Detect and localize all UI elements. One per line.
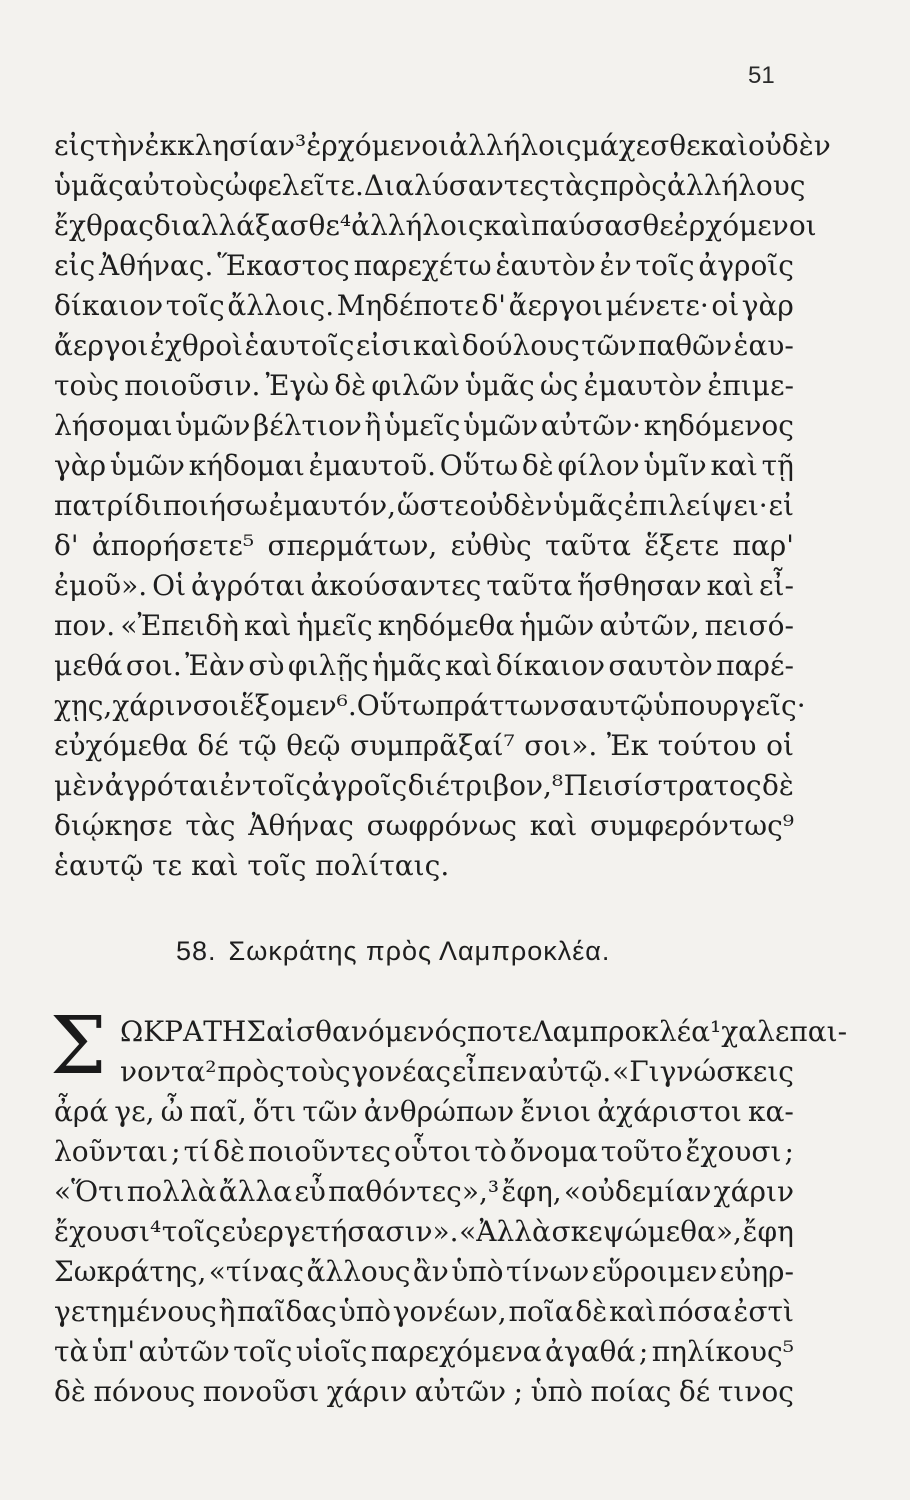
text-line: ἑαυτῷ τε καὶ τοῖς πολίταις. [54,849,450,882]
text-line: εἰς τὴν ἐκκλησίαν³ ἐρχόμενοι ἀλλήλοις μάχεσθε καὶ οὐδὲν [54,129,831,162]
text-line: ἐμοῦ». Οἱ ἀγρόται ἀκούσαντες ταῦτα ἥσθησαν καὶ εἶ- [54,569,794,602]
text-line: νοντα² πρὸς τοὺς γονέας εἶπεν αὐτῷ. «Γιγνώσκεις [120,1055,794,1088]
text-line: τὰ ὑπ' αὐτῶν τοῖς υἱοῖς παρεχόμενα ἀγαθά ; πηλίκους⁵ [54,1335,794,1368]
text-line: δίκαιον τοῖς ἄλλοις. Μηδέποτε δ' ἄεργοι μένετε· οἱ γὰρ [54,289,794,322]
drop-cap: Σ [50,999,107,1092]
text-line: διῴκησε τὰς Ἀθήνας σωφρόνως καὶ συμφερόντως⁹ [54,809,794,842]
text-line: Σωκράτης, «τίνας ἄλλους ἂν ὑπὸ τίνων εὕροιμεν εὐηρ- [54,1255,794,1288]
text-line: πατρίδι ποιήσω ἐμαυτόν, ὥστε οὐδὲν ὑμᾶς ἐπιλείψει· εἰ [54,489,794,522]
text-line: τοὺς ποιοῦσιν. Ἐγὼ δὲ φιλῶν ὑμᾶς ὡς ἐμαυτὸν ἐπιμε- [54,369,794,402]
section-number: 58. [176,936,217,966]
text-line: ὑμᾶς αὐτοὺς ὠφελεῖτε. Διαλύσαντες τὰς πρὸς ἀλλήλους [54,169,806,202]
paragraph-2-indented [120,1012,848,1092]
text-line: λοῦνται ; τί δὲ ποιοῦντες οὗτοι τὸ ὄνομα τοῦτο ἔχουσι ; [54,1135,794,1168]
text-line: δ' ἀπορήσετε⁵ σπερμάτων, εὐθὺς ταῦτα ἕξετε παρ' [54,529,794,562]
text-line: ἆρά γε, ὦ παῖ, ὅτι τῶν ἀνθρώπων ἔνιοι ἀχάριστοι κα- [54,1095,794,1128]
page-number: 51 [748,62,775,89]
text-line: ἄεργοι ἐχθροὶ ἑαυτοῖς εἰσι καὶ δούλους τῶν παθῶν ἑαυ- [54,329,794,362]
text-line: μεθά σοι. Ἐὰν σὺ φιλῇς ἡμᾶς καὶ δίκαιον σαυτὸν παρέ- [54,649,794,682]
paragraph-1 [54,126,831,886]
text-line: δὲ πόνους πονοῦσι χάριν αὐτῶν ; ὑπὸ ποίας δέ τινος [54,1375,794,1408]
text-line: εὐχόμεθα δέ τῷ θεῷ συμπρᾶξαί⁷ σοι». Ἐκ τούτου οἱ [54,729,794,762]
text-line: χῃς, χάριν σοι ἕξομεν⁶. Οὕτω πράττων σαυτῷ ὑπουργεῖς· [54,689,806,722]
text-line: ΩΚΡΑΤΗΣ αἰσθανόμενός ποτε Λαμπροκλέα¹ χαλεπαι- [120,1015,848,1048]
paragraph-2 [54,1092,794,1412]
text-line: λήσομαι ὑμῶν βέλτιον ἢ ὑμεῖς ὑμῶν αὐτῶν· κηδόμενος [54,409,794,442]
text-line: «Ὅτι πολλὰ ἄλλα εὖ παθόντες»,³ ἔφη, «οὐδεμίαν χάριν [54,1175,794,1208]
section-title: Σωκράτης πρὸς Λαμπροκλέα. [228,936,611,966]
text-line: ἔχουσι⁴ τοῖς εὐεργετήσασιν». «Ἀλλὰ σκεψώμεθα», ἔφη [54,1215,794,1248]
text-line: μὲν ἀγρόται ἐν τοῖς ἀγροῖς διέτριβον,⁸ Πεισίστρατος δὲ [54,769,794,802]
text-line: εἰς Ἀθήνας. Ἕκαστος παρεχέτω ἑαυτὸν ἐν τοῖς ἀγροῖς [54,249,794,282]
text-line: ἔχθρας διαλλάξασθε⁴ ἀλλήλοις καὶ παύσασθε ἐρχόμενοι [54,209,817,242]
section-heading [176,936,610,967]
text-line: πον. «Ἐπειδὴ καὶ ἡμεῖς κηδόμεθα ἡμῶν αὐτῶν, πεισό- [54,609,794,642]
text-line: γετημένους ἢ παῖδας ὑπὸ γονέων, ποῖα δὲ καὶ πόσα ἐστὶ [54,1295,794,1328]
text-line: γὰρ ὑμῶν κήδομαι ἐμαυτοῦ. Οὕτω δὲ φίλον ὑμῖν καὶ τῇ [54,449,794,482]
